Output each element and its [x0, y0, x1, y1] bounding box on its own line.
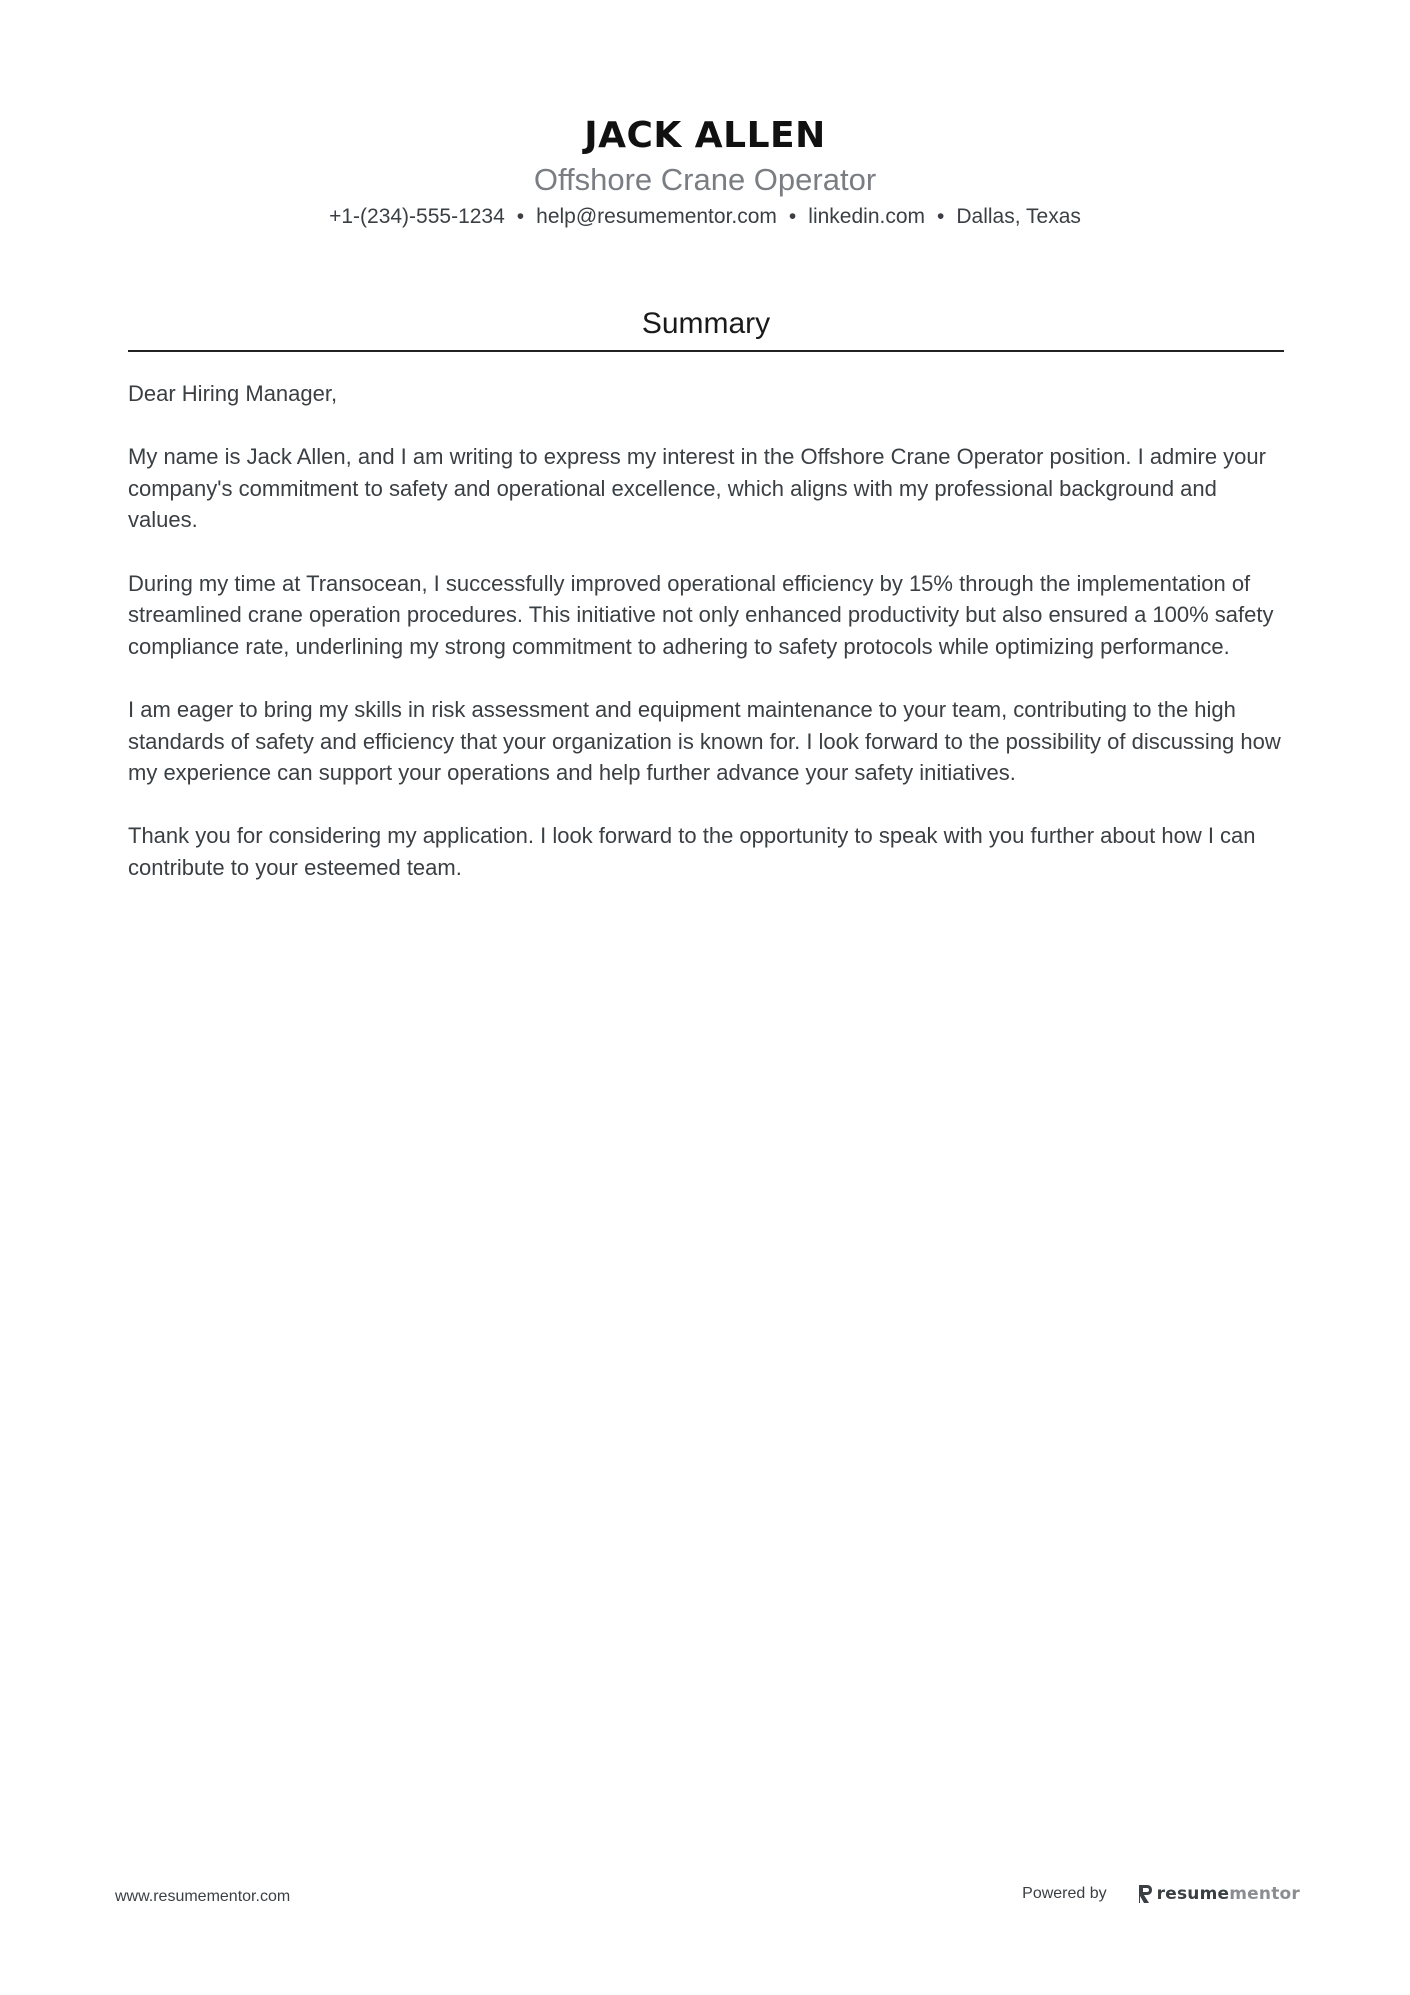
letter-paragraph: I am eager to bring my skills in risk assessment and equipment maintenance to your team, contributing to the high standards of safety and efficiency that your organization is known for. I look forward to the possibility of discussing how my experience can support your operations and help further advance your safety initiatives. — [128, 696, 1281, 786]
letter-paragraph: During my time at Transocean, I successfully improved operational efficiency by 15% through the implementation of streamlined crane operation procedures. This initiative not only enhanced productivity but also ensured a 100% safety compliance rate, underlining my strong commitment to adhering to safety protocols while optimizing performance. — [128, 570, 1274, 659]
candidate-name: JACK ALLEN — [584, 115, 826, 156]
footer-website: www.resumementor.com — [115, 1888, 291, 1905]
letter-paragraph: Thank you for considering my application. I look forward to the opportunity to speak with you further about how I can contribute to your esteemed team. — [128, 823, 1256, 880]
letter-greeting: Dear Hiring Manager, — [128, 381, 338, 406]
letter-body — [128, 378, 1292, 915]
powered-by-label: Powered by — [1022, 1885, 1107, 1902]
section-divider — [128, 350, 1284, 352]
contact-separator: • — [937, 205, 945, 228]
contact-phone: +1-(234)-555-1234 — [329, 205, 505, 228]
letter-paragraph: My name is Jack Allen, and I am writing to express my interest in the Offshore Crane Operator position. I admire your company's commitment to safety and operational excellence, which aligns with my professional background and values. — [128, 444, 1266, 533]
brand-text-resume: resume — [1156, 1884, 1230, 1904]
contact-location: Dallas, Texas — [956, 205, 1081, 228]
contact-linkedin: linkedin.com — [808, 205, 926, 228]
resumementor-logo — [1137, 1882, 1300, 1906]
contact-line — [0, 202, 1410, 232]
footer-branding — [1022, 1882, 1300, 1906]
resumementor-logo-icon — [1137, 1884, 1153, 1904]
job-title: Offshore Crane Operator — [533, 162, 877, 197]
contact-email: help@resumementor.com — [536, 205, 777, 228]
section-title-summary: Summary — [641, 307, 771, 340]
header — [0, 112, 1410, 232]
contact-separator: • — [516, 205, 525, 228]
brand-text-mentor: mentor — [1229, 1884, 1300, 1904]
contact-separator: • — [788, 205, 797, 228]
